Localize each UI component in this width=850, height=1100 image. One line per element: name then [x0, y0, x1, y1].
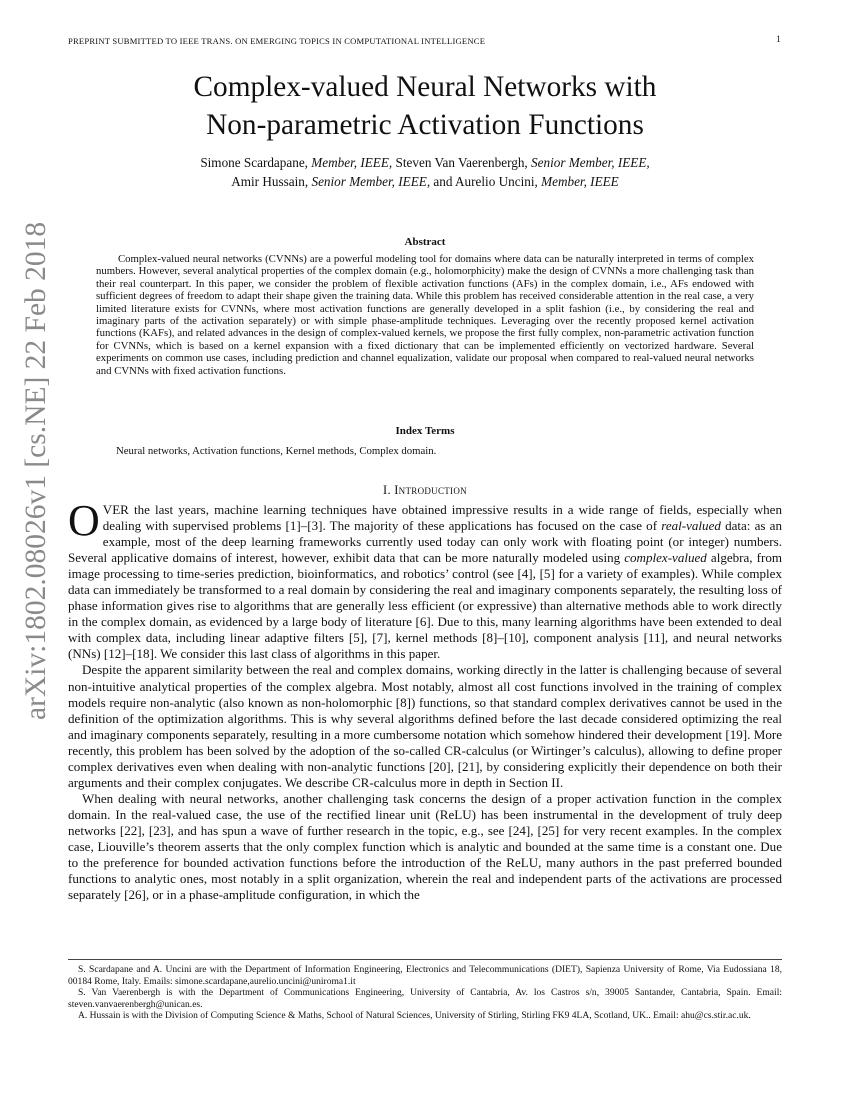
paper-title — [120, 68, 730, 144]
index-terms-heading: Index Terms — [395, 425, 455, 437]
author-name: and Aurelio Uncini, — [433, 174, 538, 189]
page-number: 1 — [776, 35, 781, 45]
author-role: Member, IEEE — [541, 174, 619, 189]
author-name: Amir Hussain, — [231, 174, 309, 189]
footnote-1: S. Scardapane and A. Uncini are with the Department of Information Engineering, Electronics and Telecommunications (DIET), Sapienza University of Rome, Via Eudossiana 18, 00184 Rome, Italy. Emails: simone.scardapane,aurelio.uncini@uniroma1.it — [68, 964, 782, 987]
paragraph-3: When dealing with neural networks, another challenging task concerns the design of a proper activation function in the complex domain. In the real-valued case, the use of the rectified linear unit (ReLU) has been instrumental in the development of truly deep networks [22], [23], and has spun a wave of further research in the topic, e.g., see [24], [25] for very recent examples. In the complex case, Liouville’s theorem asserts that the only complex function which is analytic and bounded at the same time is a constant one. Due to the preference for bounded activation functions before the introduction of the ReLU, many authors in the past preferred bounded functions to analytic ones, most notably in a split organization, wherein the real and independent parts of the activations are processed separately [26], or in a phase-amplitude configuration, in which the — [68, 790, 782, 903]
paragraph-2: Despite the apparent similarity between the real and complex domains, working directly in the latter is challenging because of several non-intuitive analytical properties of the complex algebra. Most notably, almost all cost functions involved in the training of complex models require non-analytic (also known as non-holomorphic [8]) functions, so that standard complex derivatives cannot be used in the definition of the optimization algorithms. This is why several algorithms defined before the last decade considered optimizing the real and imaginary components separately, resulting in a more cumbersome notation which somehow hindered their development [19]. More recently, this problem has been solved by the adoption of the so-called CR-calculus (or Wirtinger’s calculus), allowing to define proper complex derivatives even when dealing with non-analytic functions [20], [21], by considering explicitly their dependence on both their arguments and their complex conjugates. We describe CR-calculus more in depth in Section II. — [68, 662, 782, 790]
section-heading — [0, 483, 850, 498]
section-title: I. Introduction — [383, 483, 467, 497]
drop-cap: O — [68, 496, 100, 545]
index-terms-text: Neural networks, Activation functions, Kernel methods, Complex domain. — [116, 445, 437, 457]
running-head: PREPRINT SUBMITTED TO IEEE TRANS. ON EMERGING TOPICS IN COMPUTATIONAL INTELLIGENCE — [68, 36, 486, 46]
abstract-heading: Abstract — [404, 236, 446, 248]
author-role: Senior Member, IEEE, — [311, 174, 431, 189]
section-body — [68, 496, 782, 903]
author-line-1 — [100, 153, 750, 172]
footnote-divider — [68, 959, 782, 960]
author-list — [100, 153, 750, 191]
arxiv-identifier: arXiv:1802.08026v1 [cs.NE] 22 Feb 2018 — [20, 221, 52, 720]
footnotes — [68, 964, 782, 1022]
paragraph-1: OVER the last years, machine learning techniques have obtained impressive results in a wide range of fields, especially when dealing with supervised problems [1]–[3]. The majority of these applications has focused on the case of real-valued data: as an example, most of the deep learning frameworks currently used today can only work with floating point (or integer) numbers. Several applicative domains of interest, however, exhibit data that can be more naturally modeled using complex-valued algebra, from image processing to time-series prediction, bioinformatics, and robotics’ control (see [4], [5] for a variety of examples). While complex data can immediately be transformed to a real domain by considering the real and imaginary components separately, the resulting loss of phase information gives rise to algorithms that are generally less efficient (or expressive) than alternative methods able to work directly in the complex domain, as evidenced by a large body of literature [6]. Due to this, many learning algorithms have been extended to deal with complex data, including linear adaptive filters [5], [7], kernel methods [8]–[10], component analysis [11], and neural networks (NNs) [12]–[18]. We consider this last class of algorithms in this paper. — [68, 496, 782, 662]
footnote-3: A. Hussain is with the Division of Computing Science & Maths, School of Natural Sciences, University of Stirling, Stirling FK9 4LA, Scotland, UK.. Email: ahu@cs.stir.ac.uk. — [78, 1010, 751, 1022]
author-line-2 — [100, 172, 750, 191]
title-line-2: Non-parametric Activation Functions — [206, 109, 644, 141]
abstract-text: Complex-valued neural networks (CVNNs) are a powerful modeling tool for domains where data can be naturally interpreted in terms of complex numbers. However, several analytical properties of the complex domain (e.g., holomorphicity) make the design of CVNNs a more challenging task than their real counterpart. In this paper, we consider the problem of flexible activation functions (AFs) in the complex domain, i.e., AFs endowed with sufficient degrees of freedom to adapt their shape given the training data. While this problem has received considerable attention in the real case, a very limited literature exists for CVNNs, where most activation functions are generally developed in a split fashion (i.e., by considering the real and imaginary parts of the activation separately) or with simple phase-amplitude techniques. Leveraging over the recently proposed kernel activation functions (KAFs), and related advances in the design of complex-valued kernels, we propose the first fully complex, non-parametric activation function for CVNNs, which is based on a kernel expansion with a fixed dictionary that can be implemented efficiently on vectorized hardware. Several experiments on common use cases, including prediction and channel equalization, validate our proposal when compared to real-valued neural networks and CVNNs with fixed activation functions. — [96, 253, 754, 377]
footnote-2: S. Van Vaerenbergh is with the Department of Communications Engineering, University of Cantabria, Av. los Castros s/n, 39005 Santander, Cantabria, Spain. Email: steven.vanvaerenbergh@unican.es. — [68, 987, 782, 1010]
author-name: Steven Van Vaerenbergh, — [395, 155, 528, 170]
title-line-1: Complex-valued Neural Networks with — [193, 71, 657, 103]
author-name: Simone Scardapane, — [200, 155, 308, 170]
author-role: Member, IEEE, — [311, 155, 393, 170]
author-role: Senior Member, IEEE, — [531, 155, 650, 170]
